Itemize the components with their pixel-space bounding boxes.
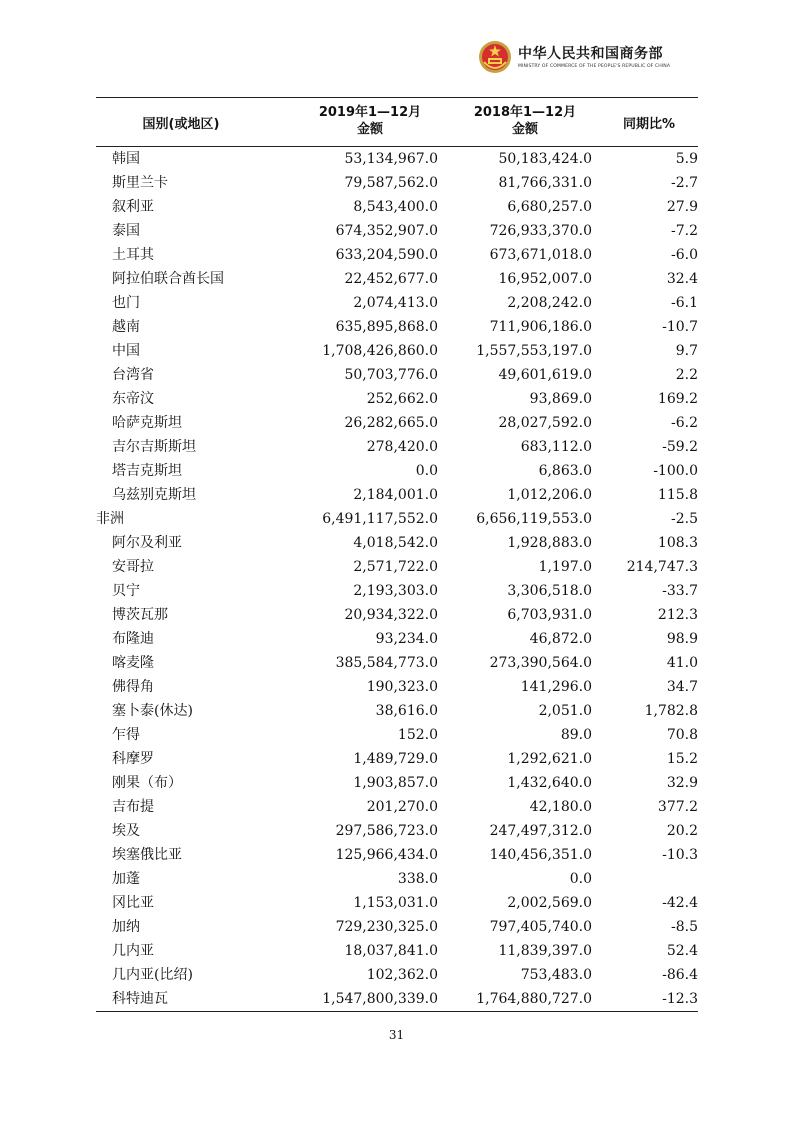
region-name: 几内亚(比绍) <box>112 967 193 983</box>
column-header-yoy-label: 同期比% <box>622 116 676 132</box>
amount-2019: 20,934,322.0 <box>344 607 438 623</box>
amount-2019: 190,323.0 <box>366 679 438 695</box>
yoy-percent: -59.2 <box>662 439 698 455</box>
amount-2018: 683,112.0 <box>520 439 592 455</box>
amount-2019: 22,452,677.0 <box>344 271 438 287</box>
table-row <box>96 963 698 987</box>
amount-2018: 93,869.0 <box>529 391 592 407</box>
amount-2019: 635,895,868.0 <box>335 319 438 335</box>
amount-2019: 385,584,773.0 <box>335 655 438 671</box>
region-name: 台湾省 <box>112 367 154 383</box>
region-name: 冈比亚 <box>112 895 154 911</box>
amount-2018: 797,405,740.0 <box>489 919 592 935</box>
region-name: 韩国 <box>112 151 140 167</box>
yoy-percent: 27.9 <box>666 199 698 215</box>
amount-2018: 1,557,553,197.0 <box>476 343 592 359</box>
amount-2019: 674,352,907.0 <box>335 223 438 239</box>
region-name: 安哥拉 <box>112 559 154 575</box>
amount-2018: 726,933,370.0 <box>489 223 592 239</box>
amount-2018: 46,872.0 <box>529 631 592 647</box>
yoy-percent: -6.0 <box>671 247 698 263</box>
amount-2019: 729,230,325.0 <box>335 919 438 935</box>
amount-2018: 28,027,592.0 <box>498 415 592 431</box>
table-row <box>96 195 698 219</box>
amount-2018: 3,306,518.0 <box>507 583 592 599</box>
yoy-percent: -2.5 <box>671 511 698 527</box>
amount-2019: 4,018,542.0 <box>353 535 438 551</box>
amount-2019: 338.0 <box>397 871 438 887</box>
amount-2019: 18,037,841.0 <box>344 943 438 959</box>
region-name: 几内亚 <box>112 943 154 959</box>
amount-2018: 42,180.0 <box>529 799 592 815</box>
region-name: 越南 <box>112 319 140 335</box>
table-row <box>96 291 698 315</box>
region-name: 博茨瓦那 <box>112 607 168 623</box>
column-header-2019-period: 2019年1—12月 <box>318 105 422 120</box>
amount-2019: 0.0 <box>415 463 438 479</box>
yoy-percent: 212.3 <box>657 607 698 623</box>
yoy-percent: -6.2 <box>671 415 698 431</box>
region-name: 科特迪瓦 <box>112 991 168 1007</box>
trade-table-body <box>96 147 698 1011</box>
table-row <box>96 771 698 795</box>
table-row <box>96 483 698 507</box>
region-name: 非洲 <box>96 511 124 527</box>
amount-2019: 1,708,426,860.0 <box>322 343 438 359</box>
region-name: 吉布提 <box>112 799 154 815</box>
yoy-percent: 169.2 <box>657 391 698 407</box>
table-row <box>96 939 698 963</box>
region-name: 贝宁 <box>112 583 140 599</box>
amount-2019: 50,703,776.0 <box>344 367 438 383</box>
amount-2018: 89.0 <box>560 727 592 743</box>
amount-2018: 673,671,018.0 <box>489 247 592 263</box>
region-name: 阿拉伯联合酋长国 <box>112 271 224 287</box>
amount-2019: 278,420.0 <box>366 439 438 455</box>
table-row <box>96 987 698 1011</box>
amount-2019: 93,234.0 <box>375 631 438 647</box>
yoy-percent: 15.2 <box>666 751 698 767</box>
region-name: 佛得角 <box>112 679 154 695</box>
table-row <box>96 411 698 435</box>
table-row <box>96 363 698 387</box>
table-row <box>96 171 698 195</box>
table-row <box>96 891 698 915</box>
amount-2018: 1,928,883.0 <box>507 535 592 551</box>
yoy-percent: -100.0 <box>653 463 698 479</box>
amount-2018: 6,680,257.0 <box>507 199 592 215</box>
region-name: 东帝汶 <box>112 391 154 407</box>
table-row <box>96 267 698 291</box>
region-name: 喀麦隆 <box>112 655 154 671</box>
yoy-percent: 377.2 <box>657 799 698 815</box>
national-emblem-icon <box>478 40 512 74</box>
table-row <box>96 843 698 867</box>
column-header-2018 <box>455 98 595 152</box>
ministry-name-cn: 中华人民共和国商务部 <box>518 46 663 62</box>
amount-2019: 1,489,729.0 <box>353 751 438 767</box>
amount-2018: 2,208,242.0 <box>507 295 592 311</box>
amount-2019: 2,184,001.0 <box>353 487 438 503</box>
amount-2019: 2,193,303.0 <box>353 583 438 599</box>
amount-2018: 1,292,621.0 <box>507 751 592 767</box>
yoy-percent: 32.9 <box>666 775 698 791</box>
table-row <box>96 867 698 891</box>
region-name: 土耳其 <box>112 247 154 263</box>
yoy-percent: 32.4 <box>666 271 698 287</box>
table-row <box>96 555 698 579</box>
ministry-name-en: MINISTRY OF COMMERCE OF THE PEOPLE'S REPUBLIC OF CHINA <box>518 64 671 69</box>
table-row <box>96 507 698 531</box>
amount-2019: 1,903,857.0 <box>353 775 438 791</box>
region-name: 泰国 <box>112 223 140 239</box>
yoy-percent: 41.0 <box>666 655 698 671</box>
yoy-percent: 52.4 <box>666 943 698 959</box>
column-header-2018-amount: 金额 <box>511 122 538 137</box>
region-name: 叙利亚 <box>112 199 154 215</box>
yoy-percent: -6.1 <box>671 295 698 311</box>
table-row <box>96 147 698 171</box>
table-row <box>96 819 698 843</box>
table-row <box>96 747 698 771</box>
amount-2018: 6,656,119,553.0 <box>476 511 592 527</box>
amount-2019: 79,587,562.0 <box>344 175 438 191</box>
table-row <box>96 459 698 483</box>
table-row <box>96 387 698 411</box>
yoy-percent: -33.7 <box>662 583 698 599</box>
column-header-region-label: 国别(或地区) <box>142 116 220 132</box>
yoy-percent: 108.3 <box>657 535 698 551</box>
amount-2019: 1,547,800,339.0 <box>322 991 438 1007</box>
amount-2018: 711,906,186.0 <box>489 319 592 335</box>
ministry-logo <box>478 40 708 76</box>
yoy-percent: -2.7 <box>671 175 698 191</box>
region-name: 阿尔及利亚 <box>112 535 182 551</box>
region-name: 加蓬 <box>112 871 140 887</box>
column-header-2019 <box>300 98 440 152</box>
yoy-percent: 20.2 <box>666 823 698 839</box>
yoy-percent: 70.8 <box>666 727 698 743</box>
table-row <box>96 699 698 723</box>
amount-2019: 53,134,967.0 <box>344 151 438 167</box>
region-name: 哈萨克斯坦 <box>112 415 182 431</box>
yoy-percent: 115.8 <box>657 487 698 503</box>
amount-2018: 247,497,312.0 <box>489 823 592 839</box>
region-name: 斯里兰卡 <box>112 175 168 191</box>
amount-2018: 141,296.0 <box>520 679 592 695</box>
region-name: 布隆迪 <box>112 631 154 647</box>
amount-2018: 140,456,351.0 <box>489 847 592 863</box>
yoy-percent: -42.4 <box>662 895 698 911</box>
amount-2019: 102,362.0 <box>366 967 438 983</box>
region-name: 也门 <box>112 295 140 311</box>
amount-2019: 1,153,031.0 <box>353 895 438 911</box>
region-name: 吉尔吉斯斯坦 <box>112 439 196 455</box>
yoy-percent: -12.3 <box>662 991 698 1007</box>
amount-2018: 1,764,880,727.0 <box>476 991 592 1007</box>
amount-2018: 81,766,331.0 <box>498 175 592 191</box>
column-header-region <box>96 98 266 146</box>
amount-2019: 152.0 <box>397 727 438 743</box>
amount-2019: 2,074,413.0 <box>353 295 438 311</box>
amount-2019: 297,586,723.0 <box>335 823 438 839</box>
column-header-2019-amount: 金额 <box>356 122 383 137</box>
amount-2018: 50,183,424.0 <box>498 151 592 167</box>
table-row <box>96 795 698 819</box>
yoy-percent: -8.5 <box>671 919 698 935</box>
region-name: 科摩罗 <box>112 751 154 767</box>
yoy-percent: -7.2 <box>671 223 698 239</box>
amount-2019: 125,966,434.0 <box>335 847 438 863</box>
region-name: 埃及 <box>112 823 140 839</box>
table-bottom-rule <box>96 1011 698 1012</box>
amount-2018: 753,483.0 <box>520 967 592 983</box>
table-row <box>96 651 698 675</box>
region-name: 加纳 <box>112 919 140 935</box>
table-row <box>96 243 698 267</box>
yoy-percent: -10.7 <box>662 319 698 335</box>
amount-2018: 1,012,206.0 <box>507 487 592 503</box>
amount-2018: 1,432,640.0 <box>507 775 592 791</box>
amount-2018: 1,197.0 <box>538 559 592 575</box>
table-row <box>96 339 698 363</box>
table-row <box>96 627 698 651</box>
yoy-percent: 5.9 <box>675 151 698 167</box>
table-row <box>96 531 698 555</box>
column-header-2018-period: 2018年1—12月 <box>473 105 577 120</box>
amount-2019: 8,543,400.0 <box>353 199 438 215</box>
region-name: 塔吉克斯坦 <box>112 463 182 479</box>
amount-2018: 6,703,931.0 <box>507 607 592 623</box>
yoy-percent: 1,782.8 <box>644 703 698 719</box>
yoy-percent: 98.9 <box>666 631 698 647</box>
table-row <box>96 723 698 747</box>
table-row <box>96 603 698 627</box>
amount-2018: 49,601,619.0 <box>498 367 592 383</box>
amount-2019: 6,491,117,552.0 <box>322 511 438 527</box>
amount-2018: 11,839,397.0 <box>498 943 592 959</box>
amount-2018: 0.0 <box>569 871 592 887</box>
yoy-percent: 9.7 <box>675 343 698 359</box>
amount-2018: 16,952,007.0 <box>498 271 592 287</box>
yoy-percent: 2.2 <box>675 367 698 383</box>
region-name: 乍得 <box>112 727 140 743</box>
amount-2019: 633,204,590.0 <box>335 247 438 263</box>
amount-2018: 2,051.0 <box>538 703 592 719</box>
yoy-percent: -10.3 <box>662 847 698 863</box>
table-row <box>96 915 698 939</box>
region-name: 刚果（布） <box>112 775 182 791</box>
amount-2019: 252,662.0 <box>366 391 438 407</box>
table-row <box>96 579 698 603</box>
table-row <box>96 219 698 243</box>
yoy-percent: -86.4 <box>662 967 698 983</box>
table-row <box>96 315 698 339</box>
region-name: 塞卜泰(休达) <box>112 703 193 719</box>
table-row <box>96 435 698 459</box>
column-header-yoy <box>600 98 698 146</box>
table-row <box>96 675 698 699</box>
amount-2019: 26,282,665.0 <box>344 415 438 431</box>
amount-2019: 38,616.0 <box>375 703 438 719</box>
region-name: 埃塞俄比亚 <box>112 847 182 863</box>
region-name: 中国 <box>112 343 140 359</box>
yoy-percent: 34.7 <box>666 679 698 695</box>
page-number: 31 <box>388 1028 405 1042</box>
amount-2018: 2,002,569.0 <box>507 895 592 911</box>
yoy-percent: 214,747.3 <box>626 559 698 575</box>
amount-2018: 273,390,564.0 <box>489 655 592 671</box>
amount-2019: 201,270.0 <box>366 799 438 815</box>
region-name: 乌兹别克斯坦 <box>112 487 196 503</box>
amount-2018: 6,863.0 <box>538 463 592 479</box>
amount-2019: 2,571,722.0 <box>353 559 438 575</box>
